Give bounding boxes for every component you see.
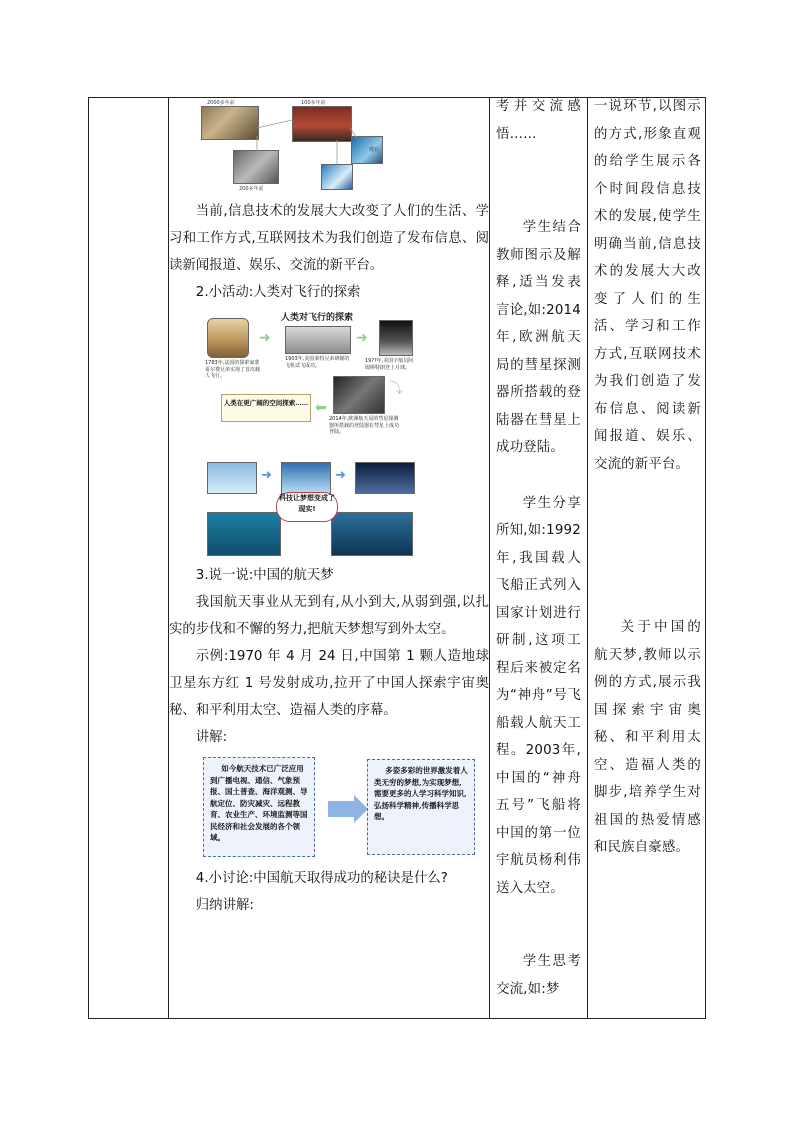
arrow-icon: ➜	[356, 330, 368, 346]
arrow-icon: ➜	[259, 330, 271, 346]
student-column	[490, 98, 586, 1018]
flight-exploration-diagram	[203, 308, 418, 456]
diver-image	[207, 512, 281, 556]
arrow-icon: ⬅	[315, 400, 327, 416]
time-label: 现在	[369, 147, 380, 153]
scroll-banner: 人类在更广阔的空间探索……	[221, 394, 311, 422]
explanation-box: 多姿多彩的世界激发着人类无穷的梦想,为实现梦想,需要更多的人学习科学知识,弘扬科学精神,传播科学思想。	[367, 759, 475, 855]
section-heading: 3.说一说:中国的航天梦	[195, 568, 334, 583]
airplane-image	[281, 462, 331, 494]
section-heading: 4.小讨论:中国航天取得成功的秘诀是什么?	[195, 871, 448, 886]
student-text: 学生分享所知,如:1992年,我国载人飞船正式列入国家计划进行研制,这项工程后来被定名为“神舟”号飞船载人航天工程。2003年,中国的“神舟五号”飞船将中国的第一位宇航员杨利伟送入太空。	[496, 495, 581, 896]
slogan-cloud: 科技让梦想变成了现实!	[276, 492, 338, 522]
paragraph: 讲解:	[195, 730, 228, 745]
explanation-diagram	[203, 757, 468, 863]
arrow-icon: ➜	[335, 468, 346, 483]
intent-text: 一说环节,以图示的方式,形象直观的给学生展示各个时间段信息技术的发展,使学生明确当前,信息技术的发展大大改变了人们的生活、学习和工作方式,互联网技术为我们创造了发布信息、阅读新闻报道、娱乐、交流的新平台。	[594, 99, 701, 472]
time-label: 200多年前	[239, 186, 264, 192]
bird-image	[207, 462, 257, 494]
balloon-image	[207, 318, 249, 358]
arrow-icon: ⤵	[389, 381, 403, 397]
evolution-image-row	[207, 462, 414, 558]
arrow-icon: ➜	[261, 468, 272, 483]
student-text: 学生结合教师图示及解释,适当发表言论,如:2014年,欧洲航天局的彗星探测器所搭载的登陆器在彗星上成功登陆。	[496, 220, 581, 455]
paragraph: 归纳讲解:	[195, 898, 254, 913]
paragraph: 我国航天事业从无到有,从小到大,从弱到强,以扎实的步伐和不懈的努力,把航天梦想写到外太空。	[169, 595, 489, 637]
history-photo-cluster	[197, 98, 407, 194]
explanation-box: 如今航天技术已广泛应用到广播电视、通信、气象预报、国土普查、海洋观测、导航定位、防灾减灾、远程教育、农业生产、环境监测等国民经济和社会发展的各个领域。	[203, 757, 315, 857]
caption: 1903年,美国莱特兄弟研制的飞机试飞成功。	[285, 356, 350, 369]
intent-column	[588, 98, 706, 1018]
space-station-image	[355, 462, 415, 494]
right-arrow-icon	[328, 801, 354, 817]
submarine-image	[331, 512, 413, 556]
diagram-title: 人类对飞行的探索	[281, 313, 354, 323]
paragraph: 示例:1970 年 4 月 24 日,中国第 1 颗人造地球卫星东方红 1 号发射成功,拉开了中国人探索宇宙奥秘、和平利用太空、造福人类的序幕。	[169, 649, 489, 718]
section-heading: 2.小活动:人类对飞行的探索	[195, 285, 361, 300]
comet-image	[333, 376, 385, 414]
student-text: 考并交流感悟……	[496, 99, 581, 142]
caption: 1783年,法国的探索家蒙哥尔费兄弟实现了首次载人飞行。	[205, 360, 261, 379]
moon-landing-image	[379, 320, 413, 356]
caption: 2014年,欧洲航天局的彗星探测器所搭载的登陆器在彗星上成功登陆。	[329, 416, 400, 435]
teaching-column	[169, 98, 489, 1018]
lesson-table	[88, 97, 706, 1019]
wright-plane-image	[285, 326, 351, 354]
intent-text: 关于中国的航天梦,教师以示例的方式,展示我国探索宇宙奥秘、和平利用太空、造福人类的脚步,培养学生对祖国的热爱情感和民族自豪感。	[594, 620, 701, 855]
paragraph: 当前,信息技术的发展大大改变了人们的生活、学习和工作方式,互联网技术为我们创造了发布信息、阅读新闻报道、娱乐、交流的新平台。	[169, 204, 489, 273]
student-text: 学生思考交流,如:梦	[496, 954, 581, 997]
caption: 19??年,美国宇航员阿姆斯特朗登上月球。	[365, 358, 414, 371]
time-label: 100多年前	[301, 100, 326, 106]
time-label: 2000多年前	[207, 100, 235, 106]
